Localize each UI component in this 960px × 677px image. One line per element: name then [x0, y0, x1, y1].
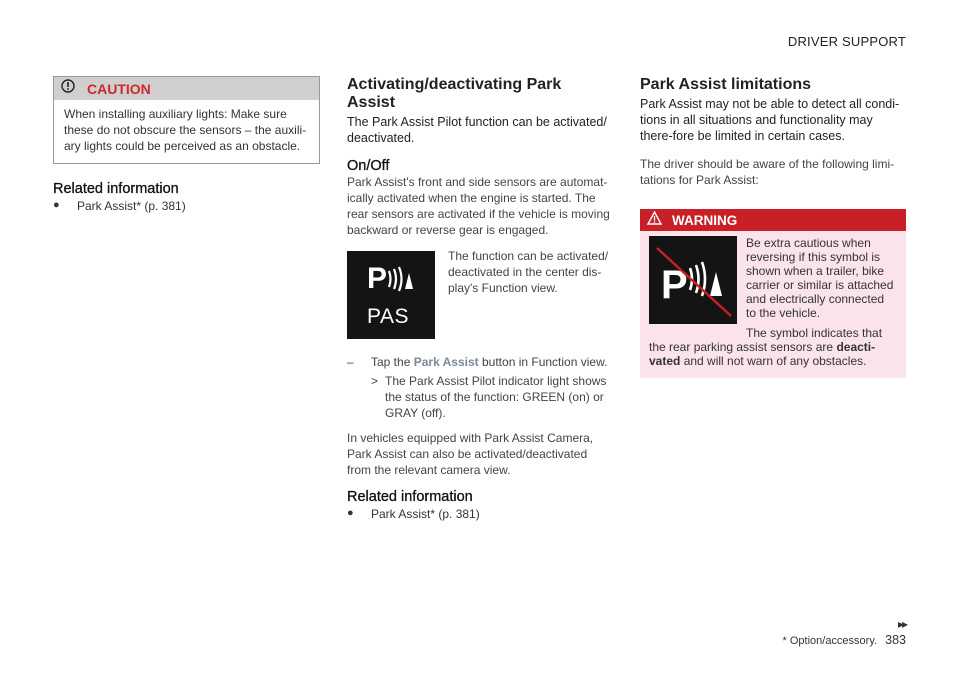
related-link-text: Park Assist* (p. 381) — [371, 507, 480, 521]
caution-header — [54, 77, 319, 100]
svg-text:P: P — [661, 263, 688, 307]
related-link[interactable] — [347, 507, 611, 521]
park-assist-button-image — [347, 251, 435, 339]
caution-icon — [61, 79, 75, 98]
onoff-text: Park Assist's front and side sensors are automat-ically activated when the engine is started. The rear sensors are activated if the vehicle is moving backward or reverse gear is engaged. — [347, 175, 610, 237]
warning-title: WARNING — [672, 212, 738, 228]
section-title: Activating/deactivating Park Assist — [347, 76, 562, 111]
caution-title: CAUTION — [87, 80, 151, 97]
column-right — [640, 76, 906, 378]
page-number: 383 — [885, 633, 906, 647]
column-left — [53, 76, 320, 213]
park-assist-button-ref: Park Assist — [413, 355, 479, 369]
step-item: – Tap the Park Assist button in Function view. — [347, 355, 608, 369]
column-middle — [347, 76, 611, 521]
page-footer — [783, 633, 906, 647]
related-info-title: Related information — [347, 489, 473, 505]
pas-label: PAS — [367, 305, 409, 328]
pas-figure — [347, 251, 611, 339]
warning-header — [640, 209, 906, 231]
warning-body — [640, 231, 906, 368]
warning-text-1: Be extra cautious when reversing if this symbol is shown when a trailer, bike carrier or similar is attached and electrically connected to the vehicle. — [746, 236, 894, 320]
park-assist-off-icon — [649, 236, 737, 324]
footnote: * Option/accessory. — [782, 635, 878, 647]
caution-text: When installing auxiliary lights: Make sure these do not obscure the sensors – the auxili-ary lights could be perceived as an obstacle. — [64, 107, 307, 153]
step-result: > The Park Assist Pilot indicator light shows the status of the function: GREEN (on) or GRAY (off). — [371, 374, 607, 420]
warning-box — [640, 209, 906, 378]
warning-text-2: The symbol indicates that the rear parking assist sensors are deacti-vated and will not warn of any obstacles. — [649, 326, 883, 368]
limitations-title: Park Assist limitations — [640, 76, 812, 93]
related-link[interactable] — [53, 199, 320, 213]
svg-text:P: P — [367, 262, 388, 295]
next-page-arrows-icon[interactable]: ▸▸ — [897, 617, 906, 631]
bullet-icon: ● — [53, 199, 60, 211]
limitations-lead: Park Assist may not be able to detect all condi-tions in all situations and functionality may there-fore be limited in certain cases. — [640, 97, 900, 143]
related-info-title: Related information — [53, 181, 179, 197]
page-header: DRIVER SUPPORT — [787, 34, 906, 49]
onoff-title: On/Off — [347, 158, 390, 174]
warning-triangle-icon — [647, 211, 662, 230]
related-link-text: Park Assist* (p. 381) — [77, 199, 186, 213]
bullet-icon: ● — [347, 507, 354, 519]
camera-text: In vehicles equipped with Park Assist Camera, Park Assist can also be activated/deactivated from the relevant camera view. — [347, 431, 594, 477]
sensors-deactivated-image — [649, 236, 737, 324]
limitations-intro: The driver should be aware of the following limi-tations for Park Assist: — [640, 157, 895, 187]
caution-box — [53, 76, 320, 164]
pas-caption: The function can be activated/ deactivated in the center dis-play's Function view. — [448, 249, 609, 295]
section-lead: The Park Assist Pilot function can be activated/ deactivated. — [347, 115, 607, 145]
